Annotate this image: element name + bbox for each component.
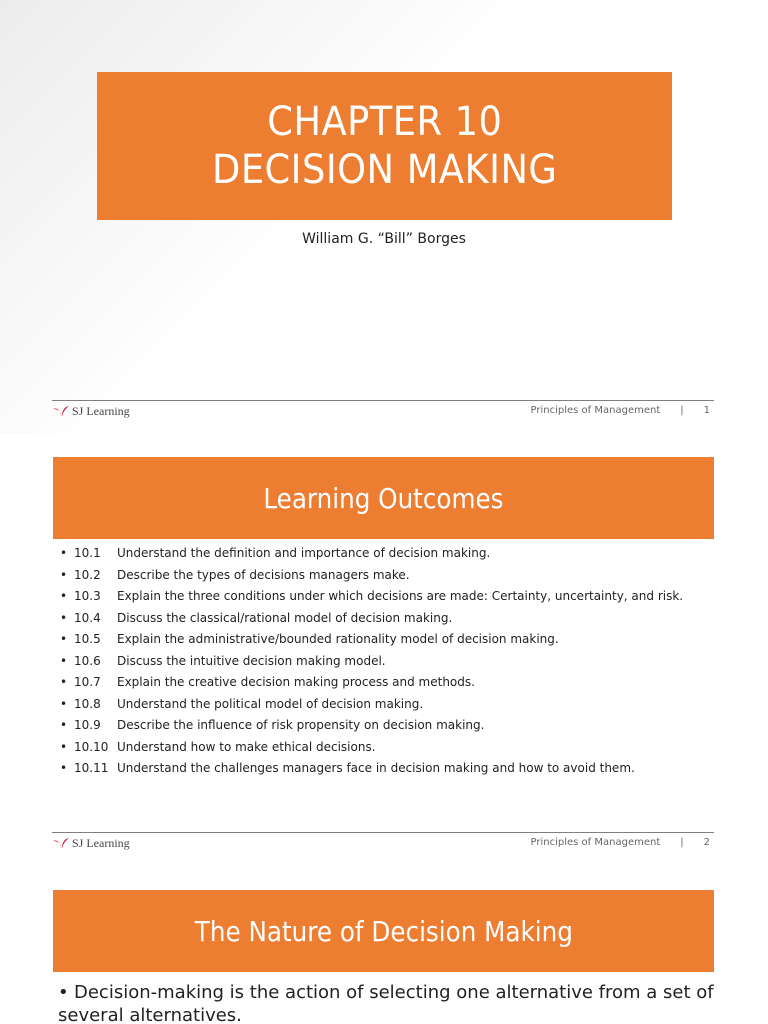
- footer-right: [531, 837, 710, 848]
- outcome-text: Discuss the intuitive decision making model.: [117, 653, 386, 668]
- title-box: [97, 72, 672, 220]
- outcome-number: 10.5: [74, 632, 101, 646]
- outcome-text: Understand the political model of decision making.: [117, 696, 424, 711]
- slide-footer: [52, 832, 714, 864]
- bullet-dot: •: [60, 632, 68, 646]
- outcome-item: [60, 676, 710, 688]
- footer-separator: |: [680, 405, 684, 416]
- footer-course: Principles of Management: [530, 837, 661, 848]
- outcome-item: [60, 569, 710, 581]
- outcome-number: 10.8: [74, 696, 101, 711]
- outcome-text: Describe the influence of risk propensity on decision making.: [117, 718, 485, 732]
- outcome-text: Understand the challenges managers face in decision making and how to avoid them.: [117, 761, 635, 775]
- header-bar: [53, 890, 714, 972]
- outcomes-list: [60, 547, 710, 784]
- slide-heading: The Nature of Decision Making: [194, 914, 573, 948]
- bullet-dot: •: [60, 567, 68, 582]
- title-line-2: DECISION MAKING: [211, 147, 558, 193]
- slide-footer: [52, 400, 714, 432]
- logo-swoosh-icon: [52, 837, 70, 851]
- outcome-text: Explain the creative decision making process and methods.: [117, 675, 475, 689]
- slide-1: [0, 0, 768, 434]
- bullet-dot: •: [60, 675, 68, 689]
- page-number: 2: [703, 837, 710, 848]
- sj-learning-logo: [52, 836, 130, 851]
- title-line-1: CHAPTER 10: [266, 99, 503, 145]
- outcome-number: 10.7: [74, 675, 101, 689]
- slide-2: [0, 434, 768, 867]
- outcome-item: [60, 741, 710, 753]
- outcome-number: 10.11: [74, 761, 109, 775]
- footer-right: [531, 405, 710, 416]
- footer-separator: |: [680, 837, 684, 848]
- outcome-text: Explain the three conditions under which decisions are made: Certainty, uncertainty, and risk.: [117, 589, 684, 603]
- footer-course: Principles of Management: [530, 405, 661, 416]
- bullet-dot: •: [60, 739, 68, 754]
- bullet-dot: •: [60, 589, 68, 603]
- outcome-text: Understand the definition and importance of decision making.: [117, 546, 491, 560]
- outcome-item: [60, 719, 710, 731]
- outcome-item: [60, 590, 710, 602]
- outcome-number: 10.6: [74, 653, 101, 668]
- bullet-dot: •: [58, 982, 69, 1003]
- bullet-dot: •: [60, 761, 68, 775]
- page-number: 1: [703, 405, 710, 416]
- outcome-text: Explain the administrative/bounded rationality model of decision making.: [117, 632, 559, 646]
- bullet-dot: •: [60, 696, 68, 711]
- outcome-item: [60, 698, 710, 710]
- outcome-item: [60, 655, 710, 667]
- author-name: William G. “Bill” Borges: [302, 231, 466, 247]
- logo-text: SJ Learning: [72, 836, 130, 850]
- slide-heading: Learning Outcomes: [263, 481, 504, 515]
- outcome-number: 10.10: [74, 739, 109, 754]
- outcome-number: 10.4: [74, 610, 101, 625]
- outcome-item: [60, 762, 710, 774]
- sj-learning-logo: [52, 404, 130, 419]
- outcome-number: 10.2: [74, 567, 101, 582]
- outcome-text: Describe the types of decisions managers make.: [117, 567, 410, 582]
- bullet-dot: •: [60, 718, 68, 732]
- bullet-paragraph: [58, 981, 718, 1024]
- bullet-dot: •: [60, 610, 68, 625]
- slide-3: [0, 867, 768, 1024]
- bullet-dot: •: [60, 653, 68, 668]
- outcome-number: 10.3: [74, 589, 101, 603]
- header-bar: [53, 457, 714, 539]
- logo-swoosh-icon: [52, 405, 70, 419]
- outcome-item: [60, 633, 710, 645]
- outcome-number: 10.9: [74, 718, 101, 732]
- outcome-text: Discuss the classical/rational model of decision making.: [117, 610, 453, 625]
- outcome-item: [60, 612, 710, 624]
- outcome-text: Understand how to make ethical decisions.: [117, 739, 376, 754]
- outcome-number: 10.1: [74, 546, 101, 560]
- bullet-text: Decision-making is the action of selecting one alternative from a set of several alternatives.: [58, 982, 714, 1024]
- bullet-dot: •: [60, 546, 68, 560]
- logo-text: SJ Learning: [72, 404, 130, 418]
- outcome-item: [60, 547, 710, 559]
